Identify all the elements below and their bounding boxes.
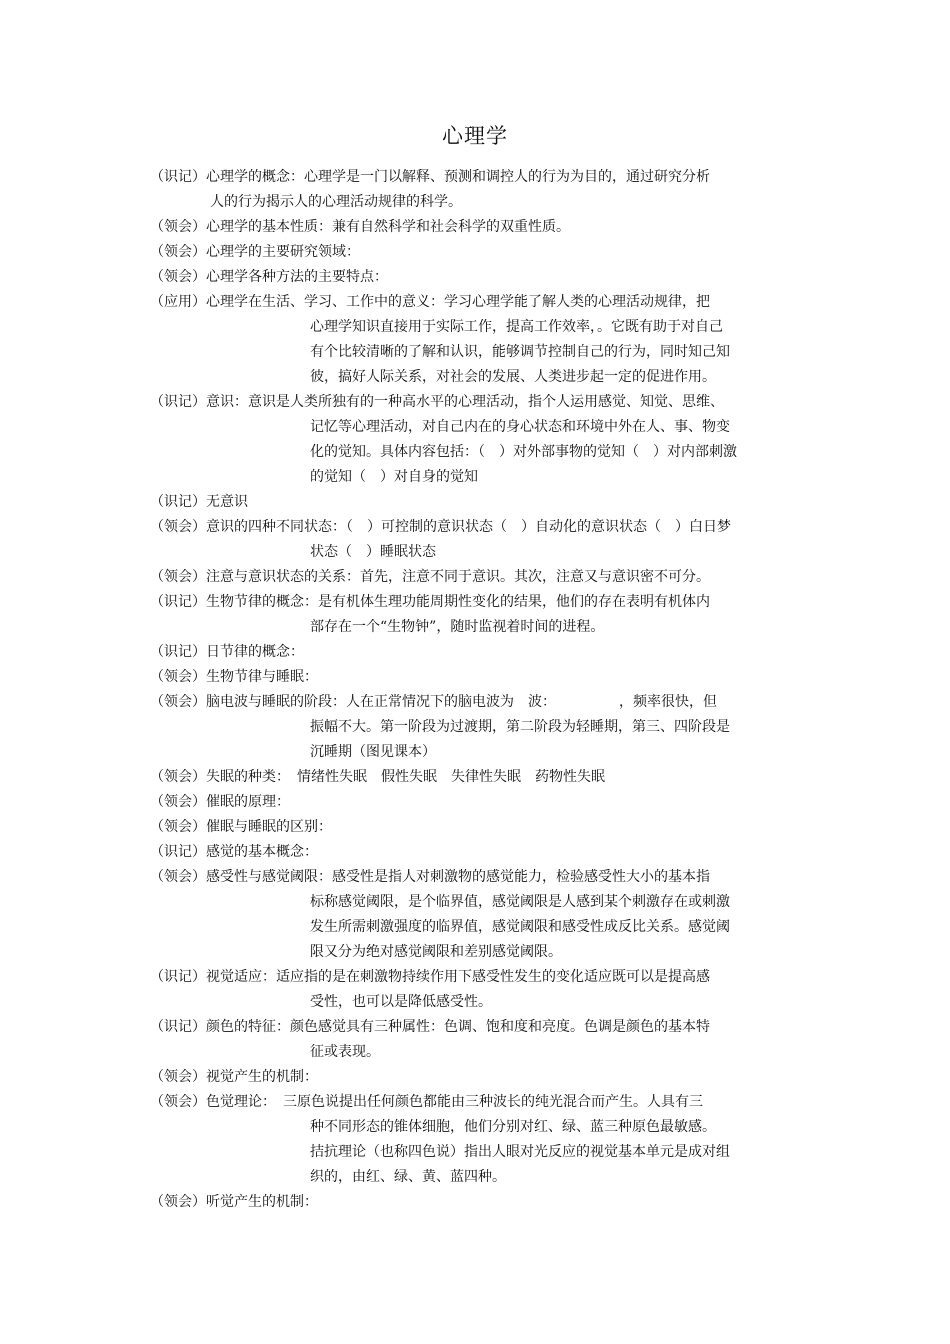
entry-line: （领会）意识的四种不同状态：（ ）可控制的意识状态（ ）自动化的意识状态（ ）白日梦 [150,519,731,535]
entry-line: （领会）心理学的基本性质：兼有自然科学和社会科学的双重性质。 [150,219,570,235]
entry-line: （识记）颜色的特征：颜色感觉具有三种属性：色调、饱和度和亮度。色调是颜色的基本特 [150,1019,710,1035]
entry-daily-rhythm [150,640,815,665]
entry-insomnia-types [150,765,815,790]
page-title: 心理学 [442,124,508,148]
entry-significance [150,290,815,390]
entry-biorhythm-concept [150,590,815,640]
entry-line: 限又分为绝对感觉阈限和差别感觉阈限。 [310,944,562,960]
entry-line: （领会）失眠的种类： 情绪性失眠 假性失眠 失律性失眠 药物性失眠 [150,769,605,785]
entry-line: （领会）生物节律与睡眠： [150,669,318,685]
entry-hearing-mechanism [150,1190,815,1215]
entry-basic-nature [150,215,815,240]
entry-brainwave-sleep [150,690,815,765]
entry-color-theory [150,1090,815,1190]
entry-line: （识记）感觉的基本概念： [150,844,318,860]
entry-visual-adaptation [150,965,815,1015]
entry-line: 部存在一个“生物钟”，随时监视着时间的进程。 [310,619,605,635]
entry-line: （识记）心理学的概念：心理学是一门以解释、预测和调控人的行为为目的，通过研究分析 [150,169,710,185]
entry-line: （领会）感受性与感觉阈限：感受性是指人对刺激物的感觉能力，检验感受性大小的基本指 [150,869,710,885]
entry-line: （领会）催眠的原理： [150,794,290,810]
entry-consciousness-states [150,515,815,565]
entry-sensitivity-threshold [150,865,815,965]
entry-line: （领会）视觉产生的机制： [150,1069,318,1085]
entry-line: 受性，也可以是降低感受性。 [310,994,492,1010]
entry-psychology-concept [150,165,815,215]
entry-line: 化的觉知。具体内容包括：（ ）对外部事物的觉知（ ）对内部刺激 [310,444,737,460]
entry-line: （领会）心理学各种方法的主要特点： [150,269,388,285]
entry-research-fields [150,240,815,265]
entry-line: 种不同形态的锥体细胞，他们分别对红、绿、蓝三种原色最敏感。 [310,1119,716,1135]
entry-line: （领会）催眠与睡眠的区别： [150,819,332,835]
entry-line: 沉睡期（图见课本） [310,744,436,760]
entry-line: 发生所需刺激强度的临界值，感觉阈限和感受性成反比关系。感觉阈 [310,919,730,935]
entry-line: （应用）心理学在生活、学习、工作中的意义：学习心理学能了解人类的心理活动规律，把 [150,294,710,310]
entry-consciousness [150,390,815,490]
entry-line: （识记）意识：意识是人类所独有的一种高水平的心理活动，指个人运用感觉、知觉、思维、 [150,394,724,410]
entry-vision-mechanism [150,1065,815,1090]
entry-line: 织的，由红、绿、黄、蓝四种。 [310,1169,506,1185]
entry-line: 彼，搞好人际关系，对社会的发展、人类进步起一定的促进作用。 [310,369,716,385]
entry-attention-relation [150,565,815,590]
entry-line: （识记）无意识 [150,494,248,510]
entry-line: （领会）心理学的主要研究领域： [150,244,360,260]
entry-line: （领会）注意与意识状态的关系：首先，注意不同于意识。其次，注意又与意识密不可分。 [150,569,710,585]
entry-line: （识记）视觉适应：适应指的是在刺激物持续作用下感受性发生的变化适应既可以是提高感 [150,969,710,985]
entry-line: 拮抗理论（也称四色说）指出人眼对光反应的视觉基本单元是成对组 [310,1144,730,1160]
entry-color-features [150,1015,815,1065]
entry-line: 状态（ ）睡眠状态 [310,544,436,560]
entry-biorhythm-sleep [150,665,815,690]
entry-method-features [150,265,815,290]
entry-hypnosis-vs-sleep [150,815,815,840]
entry-line: （领会）色觉理论： 三原色说提出任何颜色都能由三种波长的纯光混合而产生。人具有三 [150,1094,703,1110]
entry-line: （识记）日节律的概念： [150,644,304,660]
entry-line: 标称感觉阈限，是个临界值，感觉阈限是人感到某个刺激存在或刺激 [310,894,730,910]
entry-line: 心理学知识直接用于实际工作，提高工作效率，。它既有助于对自己 [310,319,723,335]
entry-unconscious [150,490,815,515]
entry-line: （领会）脑电波与睡眠的阶段：人在正常情况下的脑电波为 波： ，频率很快，但 [150,694,717,710]
entry-line: 的觉知（ ）对自身的觉知 [310,469,478,485]
entry-line: 有个比较清晰的了解和认识，能够调节控制自己的行为，同时知己知 [310,344,730,360]
entry-line: 人的行为揭示人的心理活动规律的科学。 [210,194,462,210]
entry-line: （识记）生物节律的概念：是有机体生理功能周期性变化的结果，他们的存在表明有机体内 [150,594,710,610]
entry-hypnosis-principle [150,790,815,815]
entry-line: 征或表现。 [310,1044,380,1060]
document-body [150,165,815,1215]
entry-line: 振幅不大。第一阶段为过渡期，第二阶段为轻睡期，第三、四阶段是 [310,719,730,735]
entry-line: 记忆等心理活动，对自己内在的身心状态和环境中外在人、事、物变 [310,419,730,435]
entry-line: （领会）听觉产生的机制： [150,1194,318,1210]
entry-sensation-concept [150,840,815,865]
